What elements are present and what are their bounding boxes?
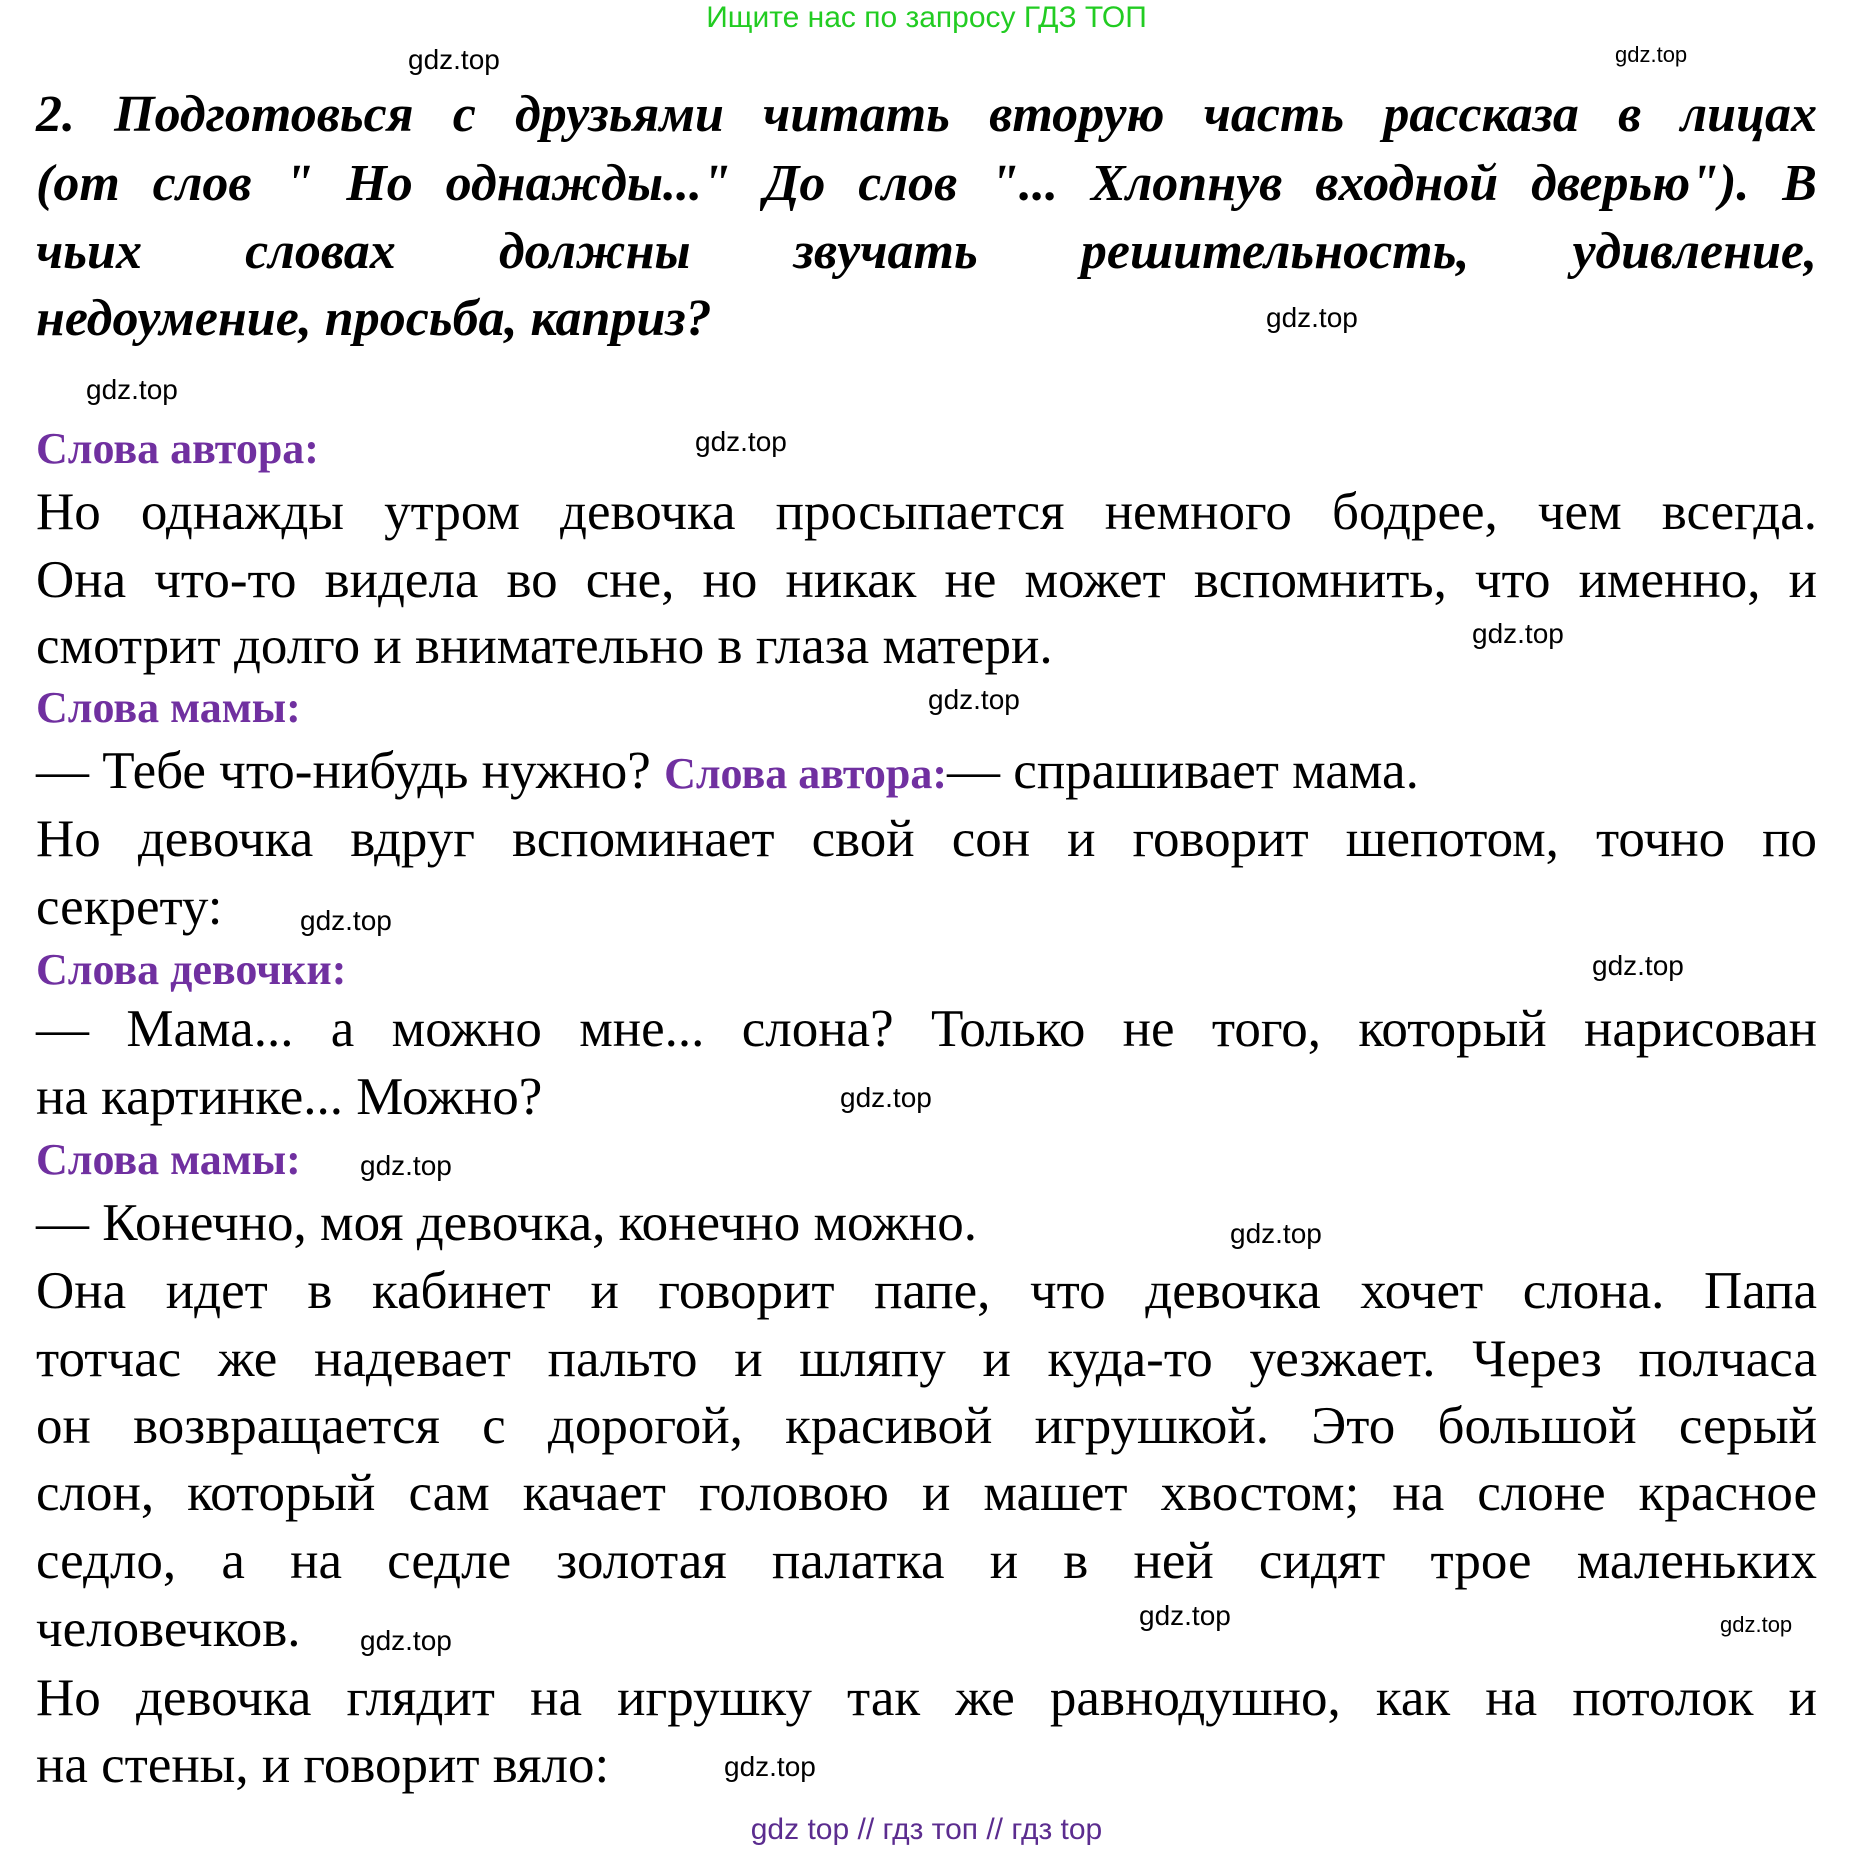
watermark: gdz.top — [360, 1150, 452, 1181]
text-line: седло, а на седле золотая палатка и в ней сидят трое маленьких — [36, 1532, 1817, 1590]
watermark: gdz.top — [1230, 1218, 1322, 1249]
text-line: секрету: — [36, 878, 223, 936]
watermark: gdz.top — [1472, 618, 1564, 649]
watermark: gdz.top — [86, 374, 178, 405]
watermark: gdz.top — [724, 1751, 816, 1782]
text-line: слон, который сам качает головою и машет хвостом; на слоне красное — [36, 1464, 1817, 1522]
author-remark: — спрашивает мама. — [947, 742, 1419, 800]
text-line: Но девочка вдруг вспоминает свой сон и говорит шепотом, точно по — [36, 810, 1817, 868]
watermark: gdz.top — [1615, 42, 1688, 67]
watermark: gdz.top — [1720, 1612, 1793, 1637]
text-line: смотрит долго и внимательно в глаза матери. — [36, 617, 1053, 675]
label-mom: Слова мамы: — [36, 683, 301, 732]
watermark: gdz.top — [1266, 302, 1358, 333]
label-author: Слова автора: — [36, 424, 319, 473]
text-line: — Конечно, моя девочка, конечно можно. — [36, 1194, 977, 1252]
task-line: чьих словах должны звучать решительность, удивление, — [36, 223, 1817, 280]
text-line: на картинке... Можно? — [36, 1068, 543, 1126]
watermark: gdz.top — [840, 1082, 932, 1113]
task-line: (от слов " Но однажды..." До слов "... Хлопнув входной дверью"). В — [36, 155, 1817, 212]
text-line — [36, 737, 1419, 805]
label-author-inline: Слова автора: — [664, 749, 948, 798]
text-line: тотчас же надевает пальто и шляпу и куда-то уезжает. Через полчаса — [36, 1330, 1817, 1388]
watermark: gdz.top — [1139, 1600, 1231, 1631]
text-line: человечков. — [36, 1600, 301, 1658]
task-line: 2. Подготовься с друзьями читать вторую часть рассказа в лицах — [36, 86, 1817, 143]
watermark: gdz.top — [300, 905, 392, 936]
watermark: gdz.top — [408, 44, 500, 75]
text-line: Но девочка глядит на игрушку так же равнодушно, как на потолок и — [36, 1669, 1817, 1727]
label-girl: Слова девочки: — [36, 945, 347, 994]
text-line: Но однажды утром девочка просыпается немного бодрее, чем всегда. — [36, 483, 1817, 541]
search-hint-banner: Ищите нас по запросу ГДЗ ТОП — [706, 1, 1147, 34]
watermark: gdz.top — [360, 1625, 452, 1656]
mom-question: — Тебе что-нибудь нужно? — [36, 742, 665, 800]
text-line: на стены, и говорит вяло: — [36, 1736, 610, 1794]
watermark: gdz.top — [695, 426, 787, 457]
text-line: — Мама... а можно мне... слона? Только не того, который нарисован — [36, 1000, 1817, 1058]
label-mom: Слова мамы: — [36, 1135, 301, 1184]
footer-links: gdz top // гдз топ // гдз top — [750, 1813, 1103, 1846]
text-line: Она идет в кабинет и говорит папе, что девочка хочет слона. Папа — [36, 1262, 1817, 1320]
task-line: недоумение, просьба, каприз? — [36, 290, 712, 347]
watermark: gdz.top — [928, 684, 1020, 715]
text-line: Она что-то видела во сне, но никак не может вспомнить, что именно, и — [36, 551, 1817, 609]
watermark: gdz.top — [1592, 950, 1684, 981]
text-line: он возвращается с дорогой, красивой игрушкой. Это большой серый — [36, 1397, 1817, 1455]
